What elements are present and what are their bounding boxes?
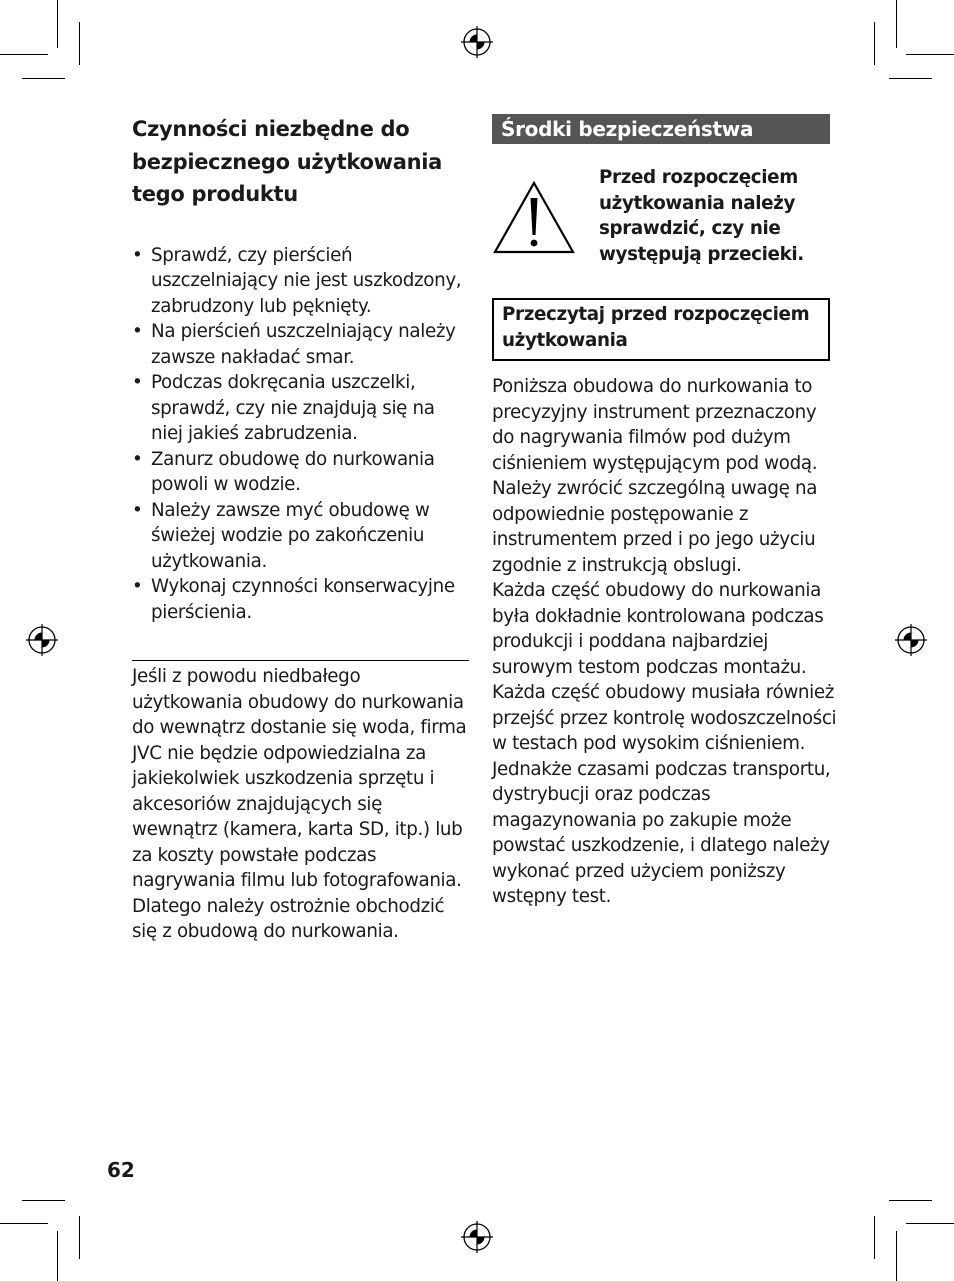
section-heading: Czynności niezbędne do bezpiecznego użytkowania tego produktu (132, 117, 443, 206)
list-item: • Zanurz obudowę do nurkowania powoli w wodzie. (132, 447, 469, 498)
warning-text: Przed rozpoczęciem użytkowania należy sprawdzić, czy nie występują przecieki. (599, 167, 804, 265)
read-before-use-box: Przeczytaj przed rozpoczęciem użytkowania (492, 298, 830, 361)
body-text: Poniższa obudowa do nurkowania to precyzyjny instrument przeznaczony do nagrywania filmów pod dużym ciśnieniem występującym pod wodą. Należy zwrócić szczególną uwagę na odpowiednie postępowanie z instrumentem przed i po jego użyciu zgodnie z instrukcją obslugi. Każda część obudowy do nurkowania była dokładnie kontrolowana podczas produkcji i poddana najbardziej surowym testom podczas montażu. Każda część obudowy musiała również przejść przez kontrolę wodoszczelności w testach pod wysokim ciśnieniem. Jednakże czasami podczas transportu, dystrybucji oraz podczas magazynowania po zakupie może powstać uszkodzenie, i dlatego należy wykonać przed użyciem poniższy wstępny test. (492, 376, 837, 907)
list-item: • Na pierścień uszczelniający należy zawsze nakładać smar. (132, 319, 469, 370)
list-item: • Sprawdź, czy pierścień uszczelniający nie jest uszkodzony, zabrudzony lub pęknięty. (132, 243, 469, 320)
list-item: • Należy zawsze myć obudowę w świeżej wodzie po zakończeniu użytkowania. (132, 498, 469, 575)
list-item: • Wykonaj czynności konserwacyjne pierścienia. (132, 574, 469, 625)
registration-mark-icon (895, 624, 927, 656)
registration-mark-icon (461, 1221, 493, 1253)
section-title-bar: Środki bezpieczeństwa (492, 114, 830, 144)
page-number: 62 (107, 1158, 135, 1182)
registration-mark-icon (461, 26, 493, 58)
left-column (132, 113, 469, 625)
list-item: • Podczas dokręcania uszczelki, sprawdź, czy nie znajdują się na niej jakieś zabrudzenia. (132, 370, 469, 447)
body-paragraph (492, 374, 837, 910)
divider (132, 660, 469, 661)
registration-mark-icon (26, 624, 58, 656)
warning-triangle-icon (492, 180, 576, 256)
checklist (132, 243, 469, 626)
disclaimer-paragraph: Jeśli z powodu niedbałego użytkowania obudowy do nurkowania do wewnątrz dostanie się woda, firma JVC nie będzie odpowiedzialna za jakiekolwiek uszkodzenia sprzętu i akcesoriów znajdujących się wewnątrz (kamera, karta SD, itp.) lub za koszty powstałe podczas nagrywania filmu lub fotografowania. Dlatego należy ostrożnie obchodzić się z obudową do nurkowania. (132, 666, 467, 942)
